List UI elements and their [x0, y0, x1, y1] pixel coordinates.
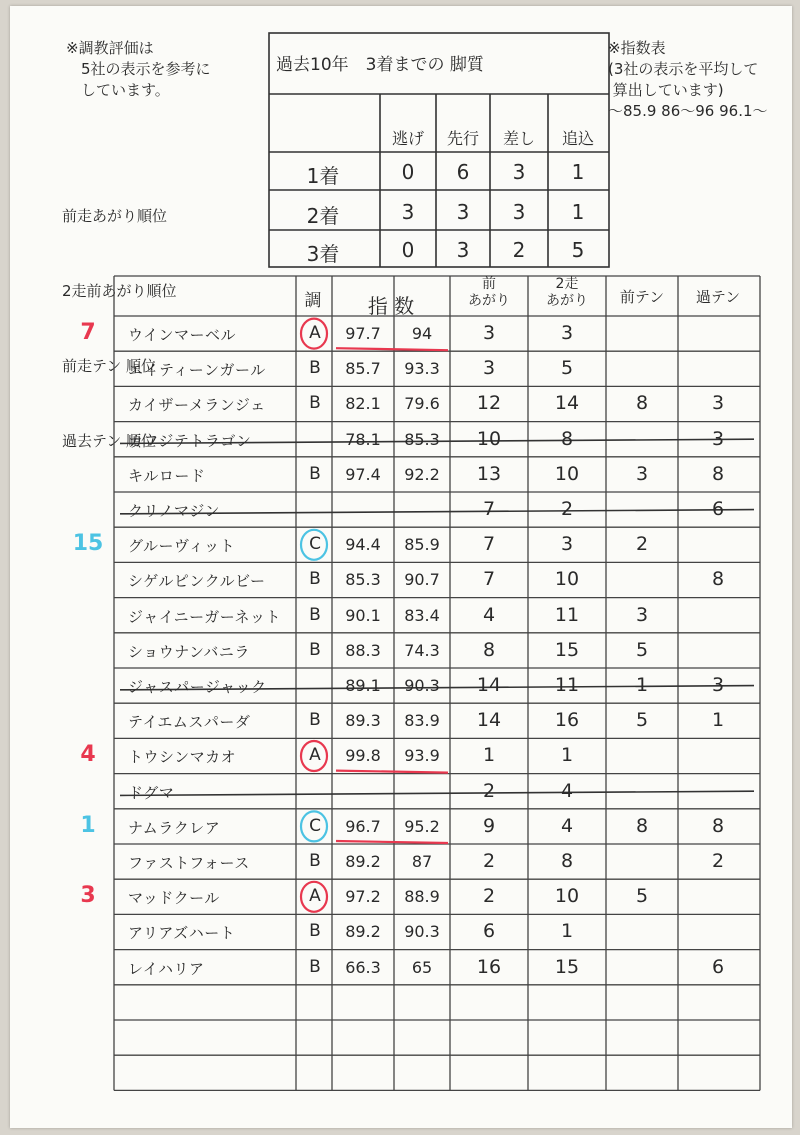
two-agari-rank: 11 — [554, 603, 580, 626]
index-score-2: 83.9 — [404, 711, 440, 731]
two-agari-rank: 8 — [560, 850, 574, 872]
prev-agari-rank: 3 — [482, 322, 496, 344]
horse-name: ジャイニーガーネット — [128, 607, 282, 626]
past-ten-rank: 3 — [711, 674, 725, 696]
training-eval: A — [309, 323, 321, 343]
training-eval: B — [309, 639, 321, 660]
two-agari-rank: 3 — [560, 322, 574, 344]
prev-agari-rank: 1 — [482, 744, 496, 767]
prev-agari-rank: 2 — [482, 779, 496, 802]
two-agari-rank: 10 — [554, 568, 580, 591]
two-agari-rank: 5 — [560, 357, 574, 380]
prev-agari-rank: 2 — [482, 850, 496, 872]
training-eval: B — [309, 463, 321, 484]
header-senko: 先行 — [446, 129, 479, 148]
horse-name: クリノマジン — [128, 502, 221, 520]
index-score-1: 89.2 — [345, 922, 381, 942]
header-eval: 調 — [304, 291, 322, 311]
value-2-senko: 3 — [456, 200, 470, 224]
two-agari-rank: 1 — [560, 920, 574, 943]
index-score-2: 95.2 — [404, 816, 440, 836]
two-agari-rank: 16 — [554, 709, 580, 732]
index-score-1: 88.3 — [345, 640, 381, 660]
past-ten-rank: 3 — [711, 392, 725, 415]
past-ten-rank: 8 — [711, 462, 725, 485]
horse-name: ジャスパージャック — [128, 678, 267, 696]
horse-name: ナムラクレア — [128, 818, 221, 837]
index-score-1: 89.2 — [345, 852, 381, 871]
two-agari-rank: 3 — [560, 533, 574, 556]
index-score-2: 93.3 — [404, 359, 440, 379]
prev-agari-rank: 16 — [476, 955, 502, 978]
header-two-agari: 2走 あがり — [546, 276, 588, 309]
legend-prev-agari: 前走あがり順位 — [62, 207, 168, 225]
value-2-oikomi: 1 — [571, 200, 585, 224]
horse-name: キルロード — [128, 466, 206, 485]
prev-agari-rank: 3 — [482, 357, 496, 380]
training-eval: B — [309, 569, 321, 590]
training-eval: B — [309, 851, 321, 871]
legend-past-ten: 過去テン 順位 — [62, 432, 157, 450]
training-eval: B — [309, 604, 321, 625]
index-score-1: 94.4 — [345, 535, 381, 555]
index-score-1: 89.1 — [345, 676, 381, 695]
horse-name: アリアズハート — [128, 924, 236, 943]
value-2-nige: 3 — [401, 200, 415, 224]
training-eval: A — [309, 745, 321, 766]
index-score-2: 90.3 — [404, 922, 440, 942]
training-eval: B — [309, 956, 321, 977]
prev-agari-rank: 2 — [482, 885, 496, 908]
past-ten-rank: 6 — [711, 498, 725, 520]
horse-name: レイハリア — [128, 959, 205, 978]
training-eval: C — [309, 534, 321, 555]
two-agari-rank: 10 — [554, 462, 580, 485]
prev-agari-rank: 13 — [476, 462, 502, 485]
index-underline — [336, 348, 448, 350]
horse-name: ファストフォース — [128, 854, 250, 872]
prev-agari-rank: 7 — [482, 498, 496, 520]
prev-agari-rank: 14 — [476, 709, 502, 732]
index-score-2: 90.3 — [404, 676, 440, 695]
prev-agari-rank: 14 — [476, 674, 502, 696]
index-score-2: 65 — [411, 957, 433, 977]
legend-prev-ten: 前走テン 順位 — [62, 357, 157, 375]
value-2-sashi: 3 — [512, 200, 526, 224]
prev-agari-rank: 10 — [476, 427, 502, 450]
two-agari-rank: 15 — [554, 955, 580, 978]
running-style-table — [268, 32, 610, 268]
index-score-2: 83.4 — [404, 605, 440, 625]
horse-name: ドグマ — [128, 783, 175, 802]
two-agari-rank: 4 — [560, 779, 574, 802]
prev-ten-rank: 3 — [635, 603, 649, 626]
index-score-2: 88.9 — [404, 887, 440, 907]
value-1-senko: 6 — [456, 160, 470, 184]
two-agari-rank: 10 — [554, 885, 580, 908]
index-score-1: 78.1 — [345, 429, 381, 449]
place-3: 3着 — [306, 242, 340, 266]
past-ten-rank: 1 — [711, 709, 725, 732]
index-score-2: 90.7 — [404, 570, 440, 590]
horse-name: マッドクール — [128, 889, 220, 908]
row-mark: 7 — [80, 320, 96, 345]
value-1-nige: 0 — [401, 160, 415, 184]
index-score-1: 85.7 — [345, 359, 381, 379]
horse-name: ウインマーベル — [128, 326, 237, 344]
prev-ten-rank: 8 — [635, 392, 649, 415]
prev-ten-rank: 3 — [635, 462, 649, 485]
training-eval: B — [309, 358, 321, 379]
horse-name: カイザーメランジェ — [128, 396, 266, 415]
row-mark: 1 — [80, 812, 96, 838]
training-eval: B — [309, 710, 321, 731]
index-score-2: 87 — [411, 852, 433, 871]
horse-name: テイエムスパーダ — [128, 713, 251, 732]
training-eval-note: ※調教評価は 5社の表示を参考に しています。 — [66, 39, 211, 99]
value-1-oikomi: 1 — [571, 160, 585, 184]
prev-agari-rank: 6 — [482, 920, 496, 943]
value-3-sashi: 2 — [512, 238, 526, 262]
prev-ten-rank: 5 — [635, 885, 649, 908]
index-score-1: 90.1 — [345, 605, 381, 625]
prev-agari-rank: 7 — [482, 533, 496, 556]
header-past-ten: 過テン — [695, 288, 741, 306]
horse-name: トウシンマカオ — [128, 748, 237, 767]
place-2: 2着 — [306, 204, 340, 228]
training-eval: A — [309, 886, 321, 907]
prev-ten-rank: 8 — [635, 814, 649, 837]
training-eval: B — [309, 393, 321, 414]
strike-line — [120, 791, 754, 795]
index-score-1: 99.8 — [345, 746, 381, 766]
header-prev-ten: 前テン — [619, 288, 665, 306]
two-agari-rank: 11 — [554, 674, 580, 696]
index-score-2: 79.6 — [404, 394, 440, 414]
horse-name: エイティーンガール — [128, 361, 266, 380]
style-table-title: 過去10年 3着までの 脚質 — [276, 55, 484, 75]
index-score-1: 89.3 — [345, 711, 381, 731]
prev-agari-rank: 7 — [482, 568, 496, 591]
index-score-2: 93.9 — [404, 746, 440, 766]
header-sashi: 差し — [502, 129, 535, 148]
horse-name: シゲルピンクルビー — [128, 572, 266, 591]
header-oikomi: 追込 — [561, 129, 594, 148]
index-score-2: 85.3 — [404, 429, 440, 449]
index-score-2: 94 — [411, 324, 433, 343]
index-score-1: 96.7 — [345, 816, 381, 836]
two-agari-rank: 15 — [554, 638, 580, 661]
two-agari-rank: 2 — [560, 498, 574, 520]
paper-sheet — [10, 6, 792, 1128]
header-nige: 逃げ — [391, 129, 424, 148]
header-prev-agari: 前 あがり — [468, 276, 510, 309]
past-ten-rank: 3 — [711, 427, 725, 450]
horse-name: カフジテトラゴン — [128, 431, 252, 450]
legend-two-agari: 2走前あがり順位 — [62, 282, 177, 300]
row-mark: 15 — [72, 531, 104, 557]
index-score-1: 97.4 — [345, 464, 381, 484]
index-score-1: 97.2 — [345, 887, 381, 907]
prev-ten-rank: 5 — [635, 638, 649, 661]
index-score-2: 92.2 — [404, 464, 440, 484]
value-3-senko: 3 — [456, 238, 470, 262]
row-mark: 3 — [80, 883, 96, 909]
prev-ten-rank: 5 — [635, 709, 649, 732]
past-ten-rank: 8 — [711, 814, 725, 837]
index-score-2: 74.3 — [404, 640, 440, 660]
two-agari-rank: 1 — [560, 744, 574, 767]
index-score-2: 85.9 — [404, 535, 440, 555]
past-ten-rank: 8 — [711, 568, 725, 591]
past-ten-rank: 6 — [711, 955, 725, 978]
two-agari-rank: 14 — [554, 392, 580, 415]
index-score-1: 97.7 — [345, 324, 381, 343]
index-table-note: ※指数表 (3社の表示を平均して 算出しています) ～85.9 86～96 96.1～ — [608, 39, 768, 120]
two-agari-rank: 8 — [560, 427, 574, 450]
prev-agari-rank: 9 — [482, 814, 496, 837]
prev-agari-rank: 4 — [482, 603, 496, 626]
value-3-oikomi: 5 — [571, 238, 585, 262]
value-1-sashi: 3 — [512, 160, 526, 184]
training-eval: C — [309, 815, 321, 836]
index-score-1: 85.3 — [345, 570, 381, 590]
index-underline — [336, 841, 448, 843]
index-score-1: 66.3 — [345, 957, 381, 977]
past-ten-rank: 2 — [711, 850, 725, 872]
place-1: 1着 — [306, 164, 340, 188]
prev-ten-rank: 1 — [635, 674, 649, 696]
index-underline — [336, 771, 448, 773]
value-3-nige: 0 — [401, 238, 415, 262]
prev-ten-rank: 2 — [635, 533, 649, 556]
row-mark: 4 — [80, 742, 96, 768]
prev-agari-rank: 12 — [476, 392, 502, 415]
header-index: 指 数 — [367, 294, 415, 318]
prev-agari-rank: 8 — [482, 638, 496, 661]
training-eval: B — [309, 921, 321, 942]
horse-name: グルーヴィット — [128, 537, 236, 556]
index-score-1: 82.1 — [345, 394, 381, 414]
two-agari-rank: 4 — [560, 814, 574, 837]
horse-name: ショウナンバニラ — [128, 642, 250, 661]
